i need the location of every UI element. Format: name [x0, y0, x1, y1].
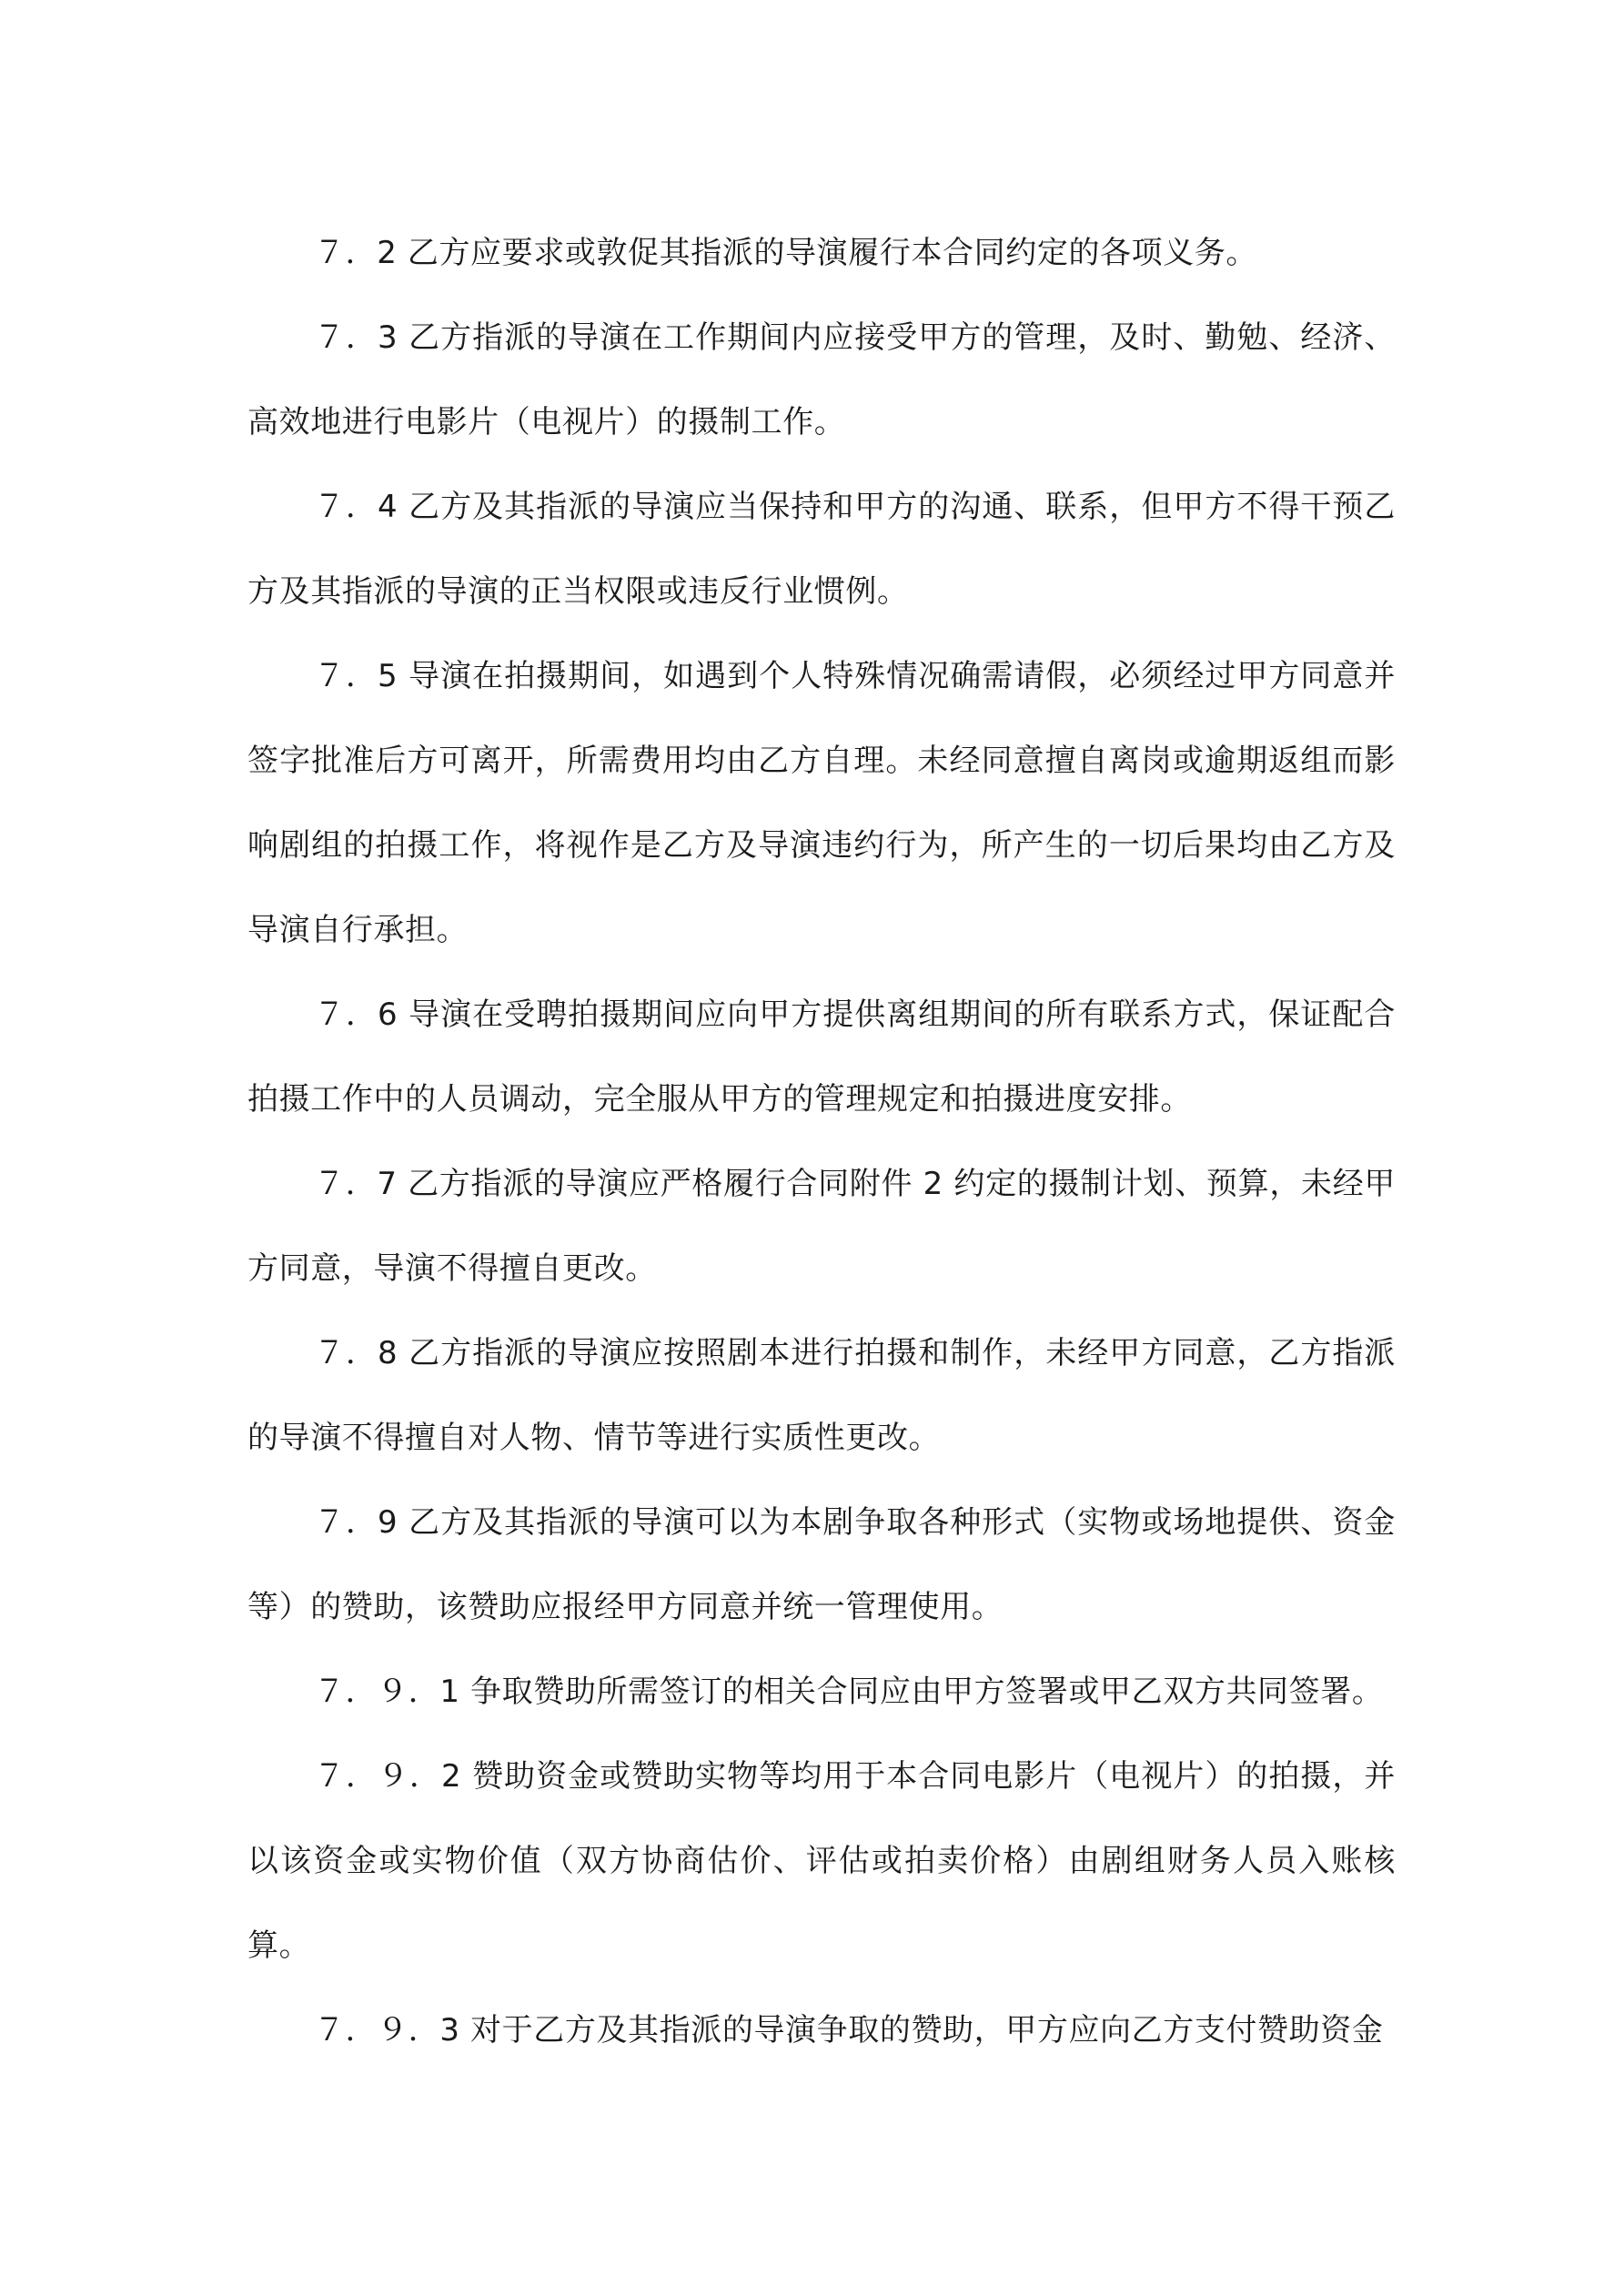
clause-7-8: ７．8 乙方指派的导演应按照剧本进行拍摄和制作，未经甲方同意，乙方指派的导演不得擅自对人物、情节等进行实质性更改。 [247, 1335, 1396, 1456]
clause-7-2: ７．2 乙方应要求或敦促其指派的导演履行本合同约定的各项义务。 [314, 235, 1258, 271]
clause-7-9: ７．9 乙方及其指派的导演可以为本剧争取各种形式（实物或场地提供、资金等）的赞助，该赞助应报经甲方同意并统一管理使用。 [247, 1504, 1396, 1625]
clause-7-9-2: ７．９．2 赞助资金或赞助实物等均用于本合同电影片（电视片）的拍摄，并以该资金或实物价值（双方协商估价、评估或拍卖价格）由剧组财务人员入账核算。 [247, 1758, 1396, 1964]
clause-7-6: ７．6 导演在受聘拍摄期间应向甲方提供离组期间的所有联系方式，保证配合拍摄工作中的人员调动，完全服从甲方的管理规定和拍摄进度安排。 [247, 996, 1396, 1118]
clause-7-3: ７．3 乙方指派的导演在工作期间内应接受甲方的管理，及时、勤勉、经济、高效地进行电影片（电视片）的摄制工作。 [247, 319, 1396, 440]
clause-7-5: ７．5 导演在拍摄期间，如遇到个人特殊情况确需请假，必须经过甲方同意并签字批准后方可离开，所需费用均由乙方自理。未经同意擅自离岗或逾期返组而影响剧组的拍摄工作，将视作是乙方及导演违约行为，所产生的一切后果均由乙方及导演自行承担。 [247, 658, 1396, 948]
clause-7-4: ７．4 乙方及其指派的导演应当保持和甲方的沟通、联系，但甲方不得干预乙方及其指派的导演的正当权限或违反行业惯例。 [247, 489, 1396, 610]
document-page [247, 211, 1396, 2073]
clause-7-9-3: ７．９．3 对于乙方及其指派的导演争取的赞助，甲方应向乙方支付赞助资金 [314, 2012, 1384, 2048]
clause-7-7: ７．7 乙方指派的导演应严格履行合同附件 2 约定的摄制计划、预算，未经甲方同意，导演不得擅自更改。 [247, 1166, 1396, 1287]
clause-7-9-1: ７．９．1 争取赞助所需签订的相关合同应由甲方签署或甲乙双方共同签署。 [314, 1674, 1384, 1710]
